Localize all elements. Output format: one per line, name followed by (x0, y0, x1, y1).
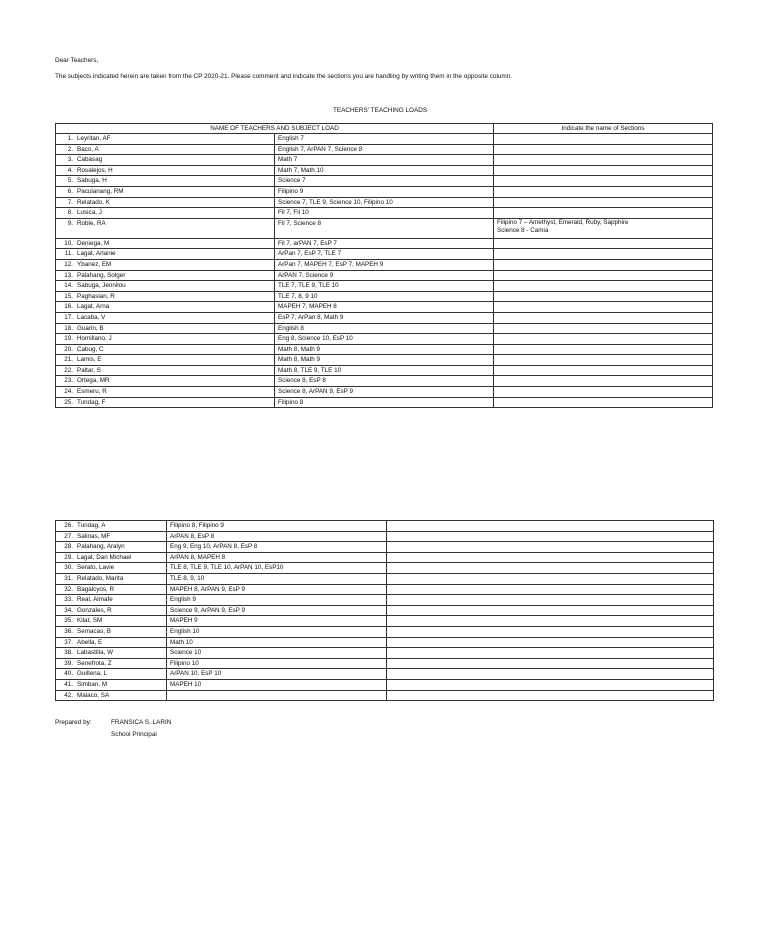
subject-load-cell: EsP 7, ArPan 8, Math 9 (275, 312, 494, 323)
subject-load-cell: Science 8, EsP 8 (275, 376, 494, 387)
teacher-name: Ybanez, EM (77, 260, 112, 268)
sections-cell (387, 542, 714, 553)
sections-cell (387, 679, 714, 690)
sections-cell (494, 165, 713, 176)
table-row (56, 291, 713, 302)
subject-load-cell: Science 8, ArPAN 9, EsP 9 (275, 387, 494, 398)
subject-load-cell: English 10 (167, 626, 387, 637)
teacher-name: Abella, E (77, 638, 103, 646)
sections-cell (387, 595, 714, 606)
teacher-name: Tundag, F (77, 398, 106, 406)
table-row (56, 605, 714, 616)
table-row (56, 144, 713, 155)
teacher-name: Relatado, Marita (77, 574, 124, 582)
sections-cell (494, 144, 713, 155)
teacher-name: Salinas, MF (77, 532, 111, 540)
subject-load-cell: Science 9, ArPAN 9, EsP 9 (167, 605, 387, 616)
subject-load-cell: MAPEH 7, MAPEH 8 (275, 302, 494, 313)
table-row (56, 573, 714, 584)
teacher-name: Relatado, K (77, 198, 110, 206)
table-row (56, 208, 713, 219)
sections-cell (494, 291, 713, 302)
subject-load-cell: Science 7 (275, 176, 494, 187)
subject-load-cell: Fil 7, arPAN 7, EsP 7 (275, 238, 494, 249)
table-row (56, 669, 714, 680)
teacher-name: Ortega, MR (77, 377, 110, 385)
teacher-name-cell (56, 690, 167, 701)
table-row (56, 616, 714, 627)
teacher-name-cell (56, 144, 275, 155)
row-number: 3. (67, 156, 73, 164)
row-number: 26. (64, 522, 73, 529)
table-row (56, 397, 713, 408)
teacher-name-cell (56, 605, 167, 616)
row-number: 34. (64, 606, 73, 614)
teacher-name-cell (56, 648, 167, 659)
sections-cell (387, 626, 714, 637)
subject-load-cell: Math 7 (275, 155, 494, 166)
row-number: 2. (67, 145, 73, 153)
teacher-name: Sabuga, H (77, 177, 107, 185)
sections-cell (494, 186, 713, 197)
table-row (56, 155, 713, 166)
subject-load-cell: Fil 7, Science 8 (275, 218, 494, 238)
subject-load-cell: Math 7, Math 10 (275, 165, 494, 176)
sections-cell (387, 637, 714, 648)
table-row (56, 658, 714, 669)
sections-cell (494, 208, 713, 219)
table-row (56, 648, 714, 659)
teacher-name-cell (56, 637, 167, 648)
row-number: 1. (67, 135, 73, 142)
sections-cell (387, 616, 714, 627)
teacher-name: Cabasag (77, 156, 103, 164)
teacher-name: Labastilla, W (77, 649, 114, 657)
sections-cell (494, 397, 713, 408)
sections-cell (387, 552, 714, 563)
table-row (56, 281, 713, 292)
subject-load-cell: Math 10 (167, 637, 387, 648)
sections-cell (494, 249, 713, 260)
teacher-name-cell (56, 218, 275, 238)
sections-cell (387, 648, 714, 659)
teacher-name: Palahang, Solger (77, 271, 126, 279)
table-row (56, 302, 713, 313)
sections-cell (387, 658, 714, 669)
teacher-name: Sabuga, Jennilou (77, 282, 126, 290)
teacher-name-cell (56, 573, 167, 584)
row-number: 38. (64, 649, 73, 657)
sections-cell (387, 584, 714, 595)
subject-load-cell: Filipino 8 (275, 397, 494, 408)
sections-cell (494, 344, 713, 355)
sections-cell (494, 365, 713, 376)
table-row (56, 690, 714, 701)
table-row (56, 365, 713, 376)
table-row (56, 595, 714, 606)
subject-load-cell: Filipino 9 (275, 186, 494, 197)
table-row (56, 679, 714, 690)
teacher-name-cell (56, 376, 275, 387)
teacher-name: Lamis, E (77, 356, 102, 364)
table-row (56, 626, 714, 637)
teacher-name-cell (56, 679, 167, 690)
subject-load-cell: ArPAN 8, EsP 8 (167, 531, 387, 542)
row-number: 6. (67, 187, 73, 195)
teacher-name: Palahang, Aralyn (77, 543, 125, 551)
subject-load-cell: Filipino 10 (167, 658, 387, 669)
row-number: 16. (64, 303, 73, 311)
teacher-name-cell (56, 584, 167, 595)
principal-name: FRANSICA S. LARIN (111, 719, 172, 726)
row-number: 19. (64, 335, 73, 343)
teacher-name: Rosalejos, H (77, 166, 113, 174)
teacher-name: Bagalcyos, R (77, 585, 115, 593)
subject-load-cell: TLE 8, TLE 9, TLE 10, ArPAN 10, EsP10 (167, 563, 387, 574)
teacher-name: Senefrota, Z (77, 659, 112, 667)
teacher-name: Paghasian, R (77, 292, 115, 300)
subject-load-cell: Math 8, Math 9 (275, 355, 494, 366)
row-number: 42. (64, 691, 73, 699)
row-number: 30. (64, 564, 73, 572)
subject-load-cell: English 9 (167, 595, 387, 606)
teacher-name-cell (56, 302, 275, 313)
row-number: 23. (64, 377, 73, 385)
subject-load-cell: MAPEH 10 (167, 679, 387, 690)
sections-cell (387, 563, 714, 574)
teacher-name: Baco, A (77, 145, 99, 153)
sections-cell (494, 197, 713, 208)
subject-load-cell: Math 8, TLE 9, TLE 10 (275, 365, 494, 376)
table-row (56, 176, 713, 187)
teacher-name-cell (56, 397, 275, 408)
sections-cell (387, 521, 714, 532)
sections-cell (494, 176, 713, 187)
sections-cell (494, 270, 713, 281)
row-number: 37. (64, 638, 73, 646)
table-row (56, 218, 713, 238)
subject-load-cell: MAPEH 9 (167, 616, 387, 627)
teacher-name: Guillena, L (77, 670, 108, 678)
table-row (56, 197, 713, 208)
table-row (56, 186, 713, 197)
row-number: 11. (64, 250, 73, 258)
subject-load-cell: Fil 7, Fil 10 (275, 208, 494, 219)
teacher-name-cell (56, 249, 275, 260)
table-row (56, 238, 713, 249)
teacher-name: Gonzales, R (77, 606, 112, 614)
section-entry: Science 8 - Camia (497, 227, 549, 235)
row-number: 9. (67, 219, 73, 227)
prepared-by-label: Prepared by: (55, 719, 92, 726)
teacher-name-cell (56, 334, 275, 345)
table-title: TEACHERS' TEACHING LOADS (333, 107, 428, 114)
table-header-row (56, 124, 713, 134)
table-row (56, 270, 713, 281)
teacher-name: Deniega, M (77, 239, 110, 247)
row-number: 25. (64, 398, 73, 406)
row-number: 12. (64, 260, 73, 268)
teacher-name-cell (56, 563, 167, 574)
header-sections: Indicate the name of Sections (494, 124, 713, 134)
table-row (56, 355, 713, 366)
row-number: 14. (64, 282, 73, 290)
row-number: 22. (64, 366, 73, 374)
teacher-name: Lagat, Dan Michael (77, 553, 132, 561)
sections-cell (494, 334, 713, 345)
teacher-name: Esmeru, R (77, 388, 107, 396)
table-row (56, 521, 714, 532)
subject-load-cell: Filipino 8, Filipino 9 (167, 521, 387, 532)
table-row (56, 259, 713, 270)
sections-cell (494, 238, 713, 249)
subject-load-cell: ArPAN 10, EsP 10 (167, 669, 387, 680)
subject-load-cell: Math 8, Math 9 (275, 344, 494, 355)
teacher-name: Real, Almafe (77, 596, 113, 604)
row-number: 28. (64, 543, 73, 551)
intro-paragraph: The subjects indicated herein are taken from the CP 2020-21. Please comment and indicate the sections you are handling by writing them in the opposite column. (55, 73, 513, 80)
teacher-name-cell (56, 626, 167, 637)
teacher-name: Roble, RA (77, 219, 106, 227)
subject-load-cell (167, 690, 387, 701)
table-row (56, 344, 713, 355)
table-row (56, 387, 713, 398)
teacher-name: Paltar, S (77, 366, 101, 374)
teacher-name-cell (56, 155, 275, 166)
header-teachers: NAME OF TEACHERS AND SUBJECT LOAD (56, 124, 494, 134)
subject-load-cell: English 8 (275, 323, 494, 334)
row-number: 33. (64, 596, 73, 604)
sections-cell (494, 218, 713, 238)
subject-load-cell: ArPan 7, MAPEH 7, EsP 7, MAPEH 9 (275, 259, 494, 270)
teacher-name: Lusica, J (77, 209, 102, 217)
row-number: 35. (64, 617, 73, 625)
teacher-name: Lagat, Arlanie (77, 250, 116, 258)
teacher-name-cell (56, 312, 275, 323)
row-number: 32. (64, 585, 73, 593)
subject-load-cell: Science 10 (167, 648, 387, 659)
teacher-name-cell (56, 176, 275, 187)
teacher-name: Semacas, B (77, 627, 111, 635)
teacher-name-cell (56, 165, 275, 176)
teacher-name-cell (56, 616, 167, 627)
row-number: 24. (64, 388, 73, 396)
sections-cell (494, 155, 713, 166)
teacher-name: Malaco, SA (77, 691, 110, 699)
table-row (56, 323, 713, 334)
teacher-name: Kilat, SM (77, 617, 103, 625)
row-number: 31. (64, 574, 73, 582)
teacher-name-cell (56, 270, 275, 281)
row-number: 21. (64, 356, 73, 364)
sections-cell (387, 605, 714, 616)
row-number: 13. (64, 271, 73, 279)
loads-table-page2 (55, 520, 714, 701)
table-row (56, 134, 713, 145)
teacher-name-cell (56, 281, 275, 292)
teacher-name-cell (56, 355, 275, 366)
sections-cell (387, 573, 714, 584)
teacher-name: Tundag, A (77, 522, 106, 529)
subject-load-cell: Eng 8, Science 10, EsP 10 (275, 334, 494, 345)
subject-load-cell: ArPAN 7, Science 9 (275, 270, 494, 281)
teacher-name: Leyritan, AF (77, 135, 111, 142)
row-number: 40. (64, 670, 73, 678)
row-number: 41. (64, 680, 73, 688)
teacher-name-cell (56, 291, 275, 302)
teacher-name-cell (56, 208, 275, 219)
teacher-name-cell (56, 552, 167, 563)
table-row (56, 542, 714, 553)
row-number: 5. (67, 177, 73, 185)
subject-load-cell: TLE 8, 9, 10 (167, 573, 387, 584)
teacher-name-cell (56, 238, 275, 249)
principal-title: School Principal (111, 731, 157, 738)
teacher-name: Cabug, C (77, 345, 104, 353)
table-row (56, 552, 714, 563)
table-row (56, 584, 714, 595)
row-number: 8. (67, 209, 73, 217)
teacher-name-cell (56, 669, 167, 680)
subject-load-cell: TLE 7, 8, 9 10 (275, 291, 494, 302)
teacher-name: Paculanang, RM (77, 187, 124, 195)
teacher-name-cell (56, 387, 275, 398)
teacher-name-cell (56, 344, 275, 355)
teacher-name-cell (56, 595, 167, 606)
sections-cell (387, 690, 714, 701)
table-row (56, 165, 713, 176)
sections-cell (494, 259, 713, 270)
sections-cell (387, 669, 714, 680)
teacher-name-cell (56, 542, 167, 553)
sections-cell (494, 312, 713, 323)
subject-load-cell: ArPan 7, EsP 7, TLE 7 (275, 249, 494, 260)
table-row (56, 334, 713, 345)
row-number: 20. (64, 345, 73, 353)
table-row (56, 312, 713, 323)
teacher-name-cell (56, 658, 167, 669)
section-entry: Filipino 7 – Amethyst, Emerald, Ruby, Sapphire (497, 218, 629, 226)
row-number: 29. (64, 553, 73, 561)
sections-cell (494, 355, 713, 366)
row-number: 17. (64, 313, 73, 321)
sections-cell (494, 281, 713, 292)
teacher-name-cell (56, 531, 167, 542)
sections-cell (494, 134, 713, 145)
row-number: 7. (67, 198, 73, 206)
teacher-name: Serato, Lavie (77, 564, 115, 572)
row-number: 4. (67, 166, 73, 174)
sections-cell (387, 531, 714, 542)
teacher-name-cell (56, 197, 275, 208)
teacher-name-cell (56, 259, 275, 270)
subject-load-cell: English 7 (275, 134, 494, 145)
table-row (56, 531, 714, 542)
teacher-name: Guarin, B (77, 324, 104, 332)
sections-cell (494, 376, 713, 387)
subject-load-cell: Science 7, TLE 9, Science 10, Filipino 10 (275, 197, 494, 208)
teacher-name: Homillano, J (77, 335, 112, 343)
row-number: 15. (64, 292, 73, 300)
table-row (56, 563, 714, 574)
teacher-name: Lacaba, V (77, 313, 106, 321)
teacher-name-cell (56, 323, 275, 334)
teacher-name: Simban, M (77, 680, 108, 688)
subject-load-cell: ArPAN 8, MAPEH 8 (167, 552, 387, 563)
teacher-name-cell (56, 365, 275, 376)
sections-cell (494, 387, 713, 398)
table-row (56, 637, 714, 648)
teacher-name-cell (56, 186, 275, 197)
table-row (56, 376, 713, 387)
subject-load-cell: Eng 9, Eng 10, ArPAN 8, EsP 8 (167, 542, 387, 553)
table-row (56, 249, 713, 260)
greeting: Dear Teachers, (55, 57, 99, 64)
loads-table-page1 (55, 123, 713, 408)
row-number: 39. (64, 659, 73, 667)
row-number: 27. (64, 532, 73, 540)
subject-load-cell: MAPEH 8, ArPAN 9, EsP 9 (167, 584, 387, 595)
row-number: 18. (64, 324, 73, 332)
teacher-name-cell (56, 521, 167, 532)
row-number: 36. (64, 627, 73, 635)
subject-load-cell: English 7, ArPAN 7, Science 8 (275, 144, 494, 155)
teacher-name-cell (56, 134, 275, 145)
row-number: 10. (64, 239, 73, 247)
sections-cell (494, 323, 713, 334)
sections-cell (494, 302, 713, 313)
subject-load-cell: TLE 7, TLE 9, TLE 10 (275, 281, 494, 292)
teacher-name: Lagat, Arna (77, 303, 110, 311)
